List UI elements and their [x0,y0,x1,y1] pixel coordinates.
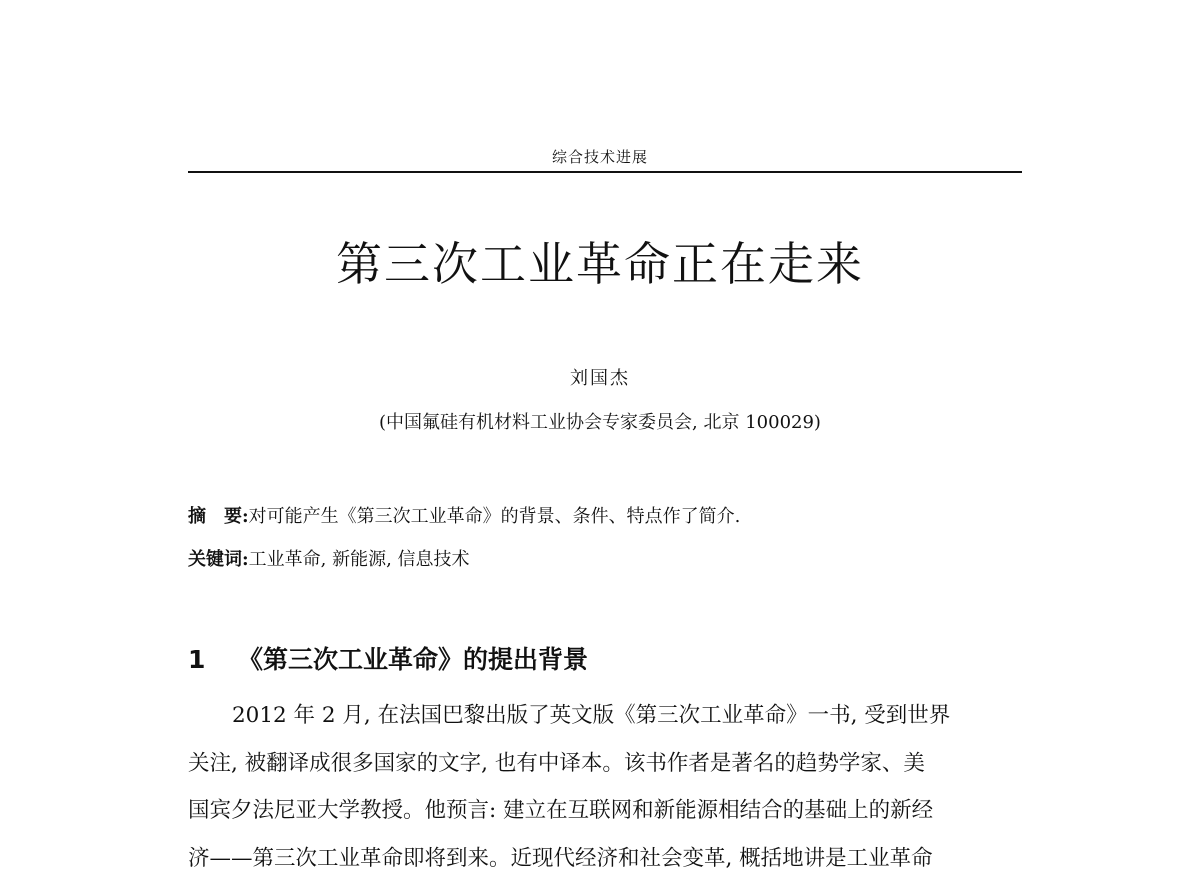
body-line: 2012 年 2 月, 在法国巴黎出版了英文版《第三次工业革命》一书, 受到世界 [188,692,1022,740]
section-number: 1 [188,645,238,674]
body-paragraph [188,692,1022,882]
body-line: 济——第三次工业革命即将到来。近现代经济和社会变革, 概括地讲是工业革命 [188,835,1022,882]
body-line: 国宾夕法尼亚大学教授。他预言: 建立在互联网和新能源相结合的基础上的新经 [188,787,1022,835]
section-heading [188,640,588,676]
abstract-text: 对可能产生《第三次工业革命》的背景、条件、特点作了简介. [249,506,741,527]
abstract-label: 摘 要: [188,506,249,527]
section-title: 《第三次工业革命》的提出背景 [238,645,588,674]
keywords [188,545,470,571]
keywords-label: 关键词: [188,549,249,570]
header-rule [188,171,1022,173]
abstract [188,502,740,528]
body-line: 关注, 被翻译成很多国家的文字, 也有中译本。该书作者是著名的趋势学家、美 [188,740,1022,788]
paper-title: 第三次工业革命正在走来 [0,228,1200,294]
keywords-text: 工业革命, 新能源, 信息技术 [249,549,470,570]
author-name: 刘国杰 [0,364,1200,390]
author-affiliation: (中国氟硅有机材料工业协会专家委员会, 北京 100029) [0,408,1200,434]
running-head: 综合技术进展 [0,146,1200,167]
